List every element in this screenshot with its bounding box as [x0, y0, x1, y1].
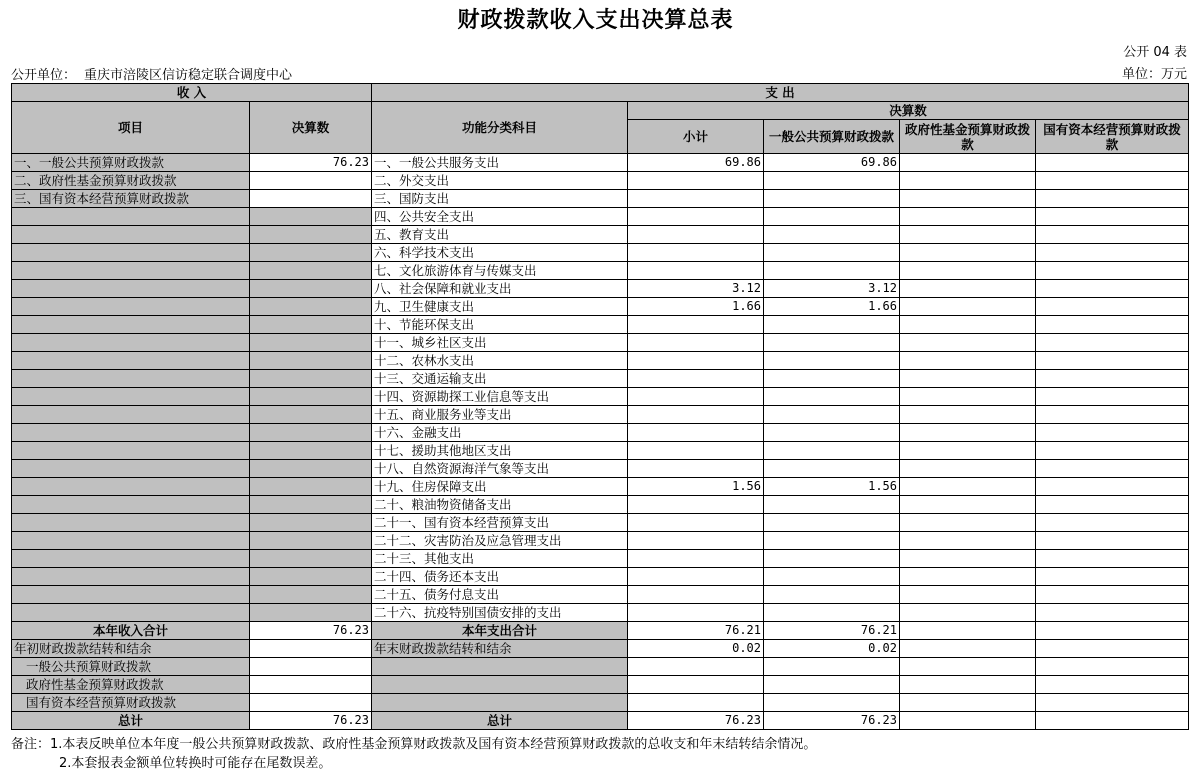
table-row: [12, 496, 1189, 514]
expense-general: [764, 604, 900, 622]
income-value: 76.23: [250, 154, 372, 172]
expense-state-capital: [1036, 496, 1189, 514]
expense-state-capital: [1036, 298, 1189, 316]
income-value: [250, 208, 372, 226]
expense-item: 二十、粮油物资储备支出: [372, 496, 628, 514]
expense-item: 十五、商业服务业等支出: [372, 406, 628, 424]
expense-state-capital: [1036, 280, 1189, 298]
reporting-unit: [11, 64, 292, 83]
expense-gov-fund: [900, 442, 1036, 460]
expense-state-capital: [1036, 316, 1189, 334]
expense-general: [764, 406, 900, 424]
expense-subtotal: [628, 604, 764, 622]
expense-gov-fund: [900, 154, 1036, 172]
grand-total-label-right: 总计: [372, 712, 628, 730]
expense-item: 二、外交支出: [372, 172, 628, 190]
income-header: 收 入: [12, 84, 372, 102]
expense-gov-fund: [900, 406, 1036, 424]
table-row: [12, 406, 1189, 424]
income-item: [12, 604, 250, 622]
expense-general: [764, 190, 900, 208]
expense-general: [764, 568, 900, 586]
table-row: [12, 154, 1189, 172]
expense-subtotal: [628, 586, 764, 604]
expense-item: 九、卫生健康支出: [372, 298, 628, 316]
general-budget-header: 一般公共预算财政拨款: [764, 120, 900, 154]
expense-subtotal: [628, 244, 764, 262]
income-item: [12, 298, 250, 316]
state-capital-header: 国有资本经营预算财政拨款: [1036, 120, 1189, 154]
expense-gov-fund: [900, 370, 1036, 388]
expense-subtotal: 69.86: [628, 154, 764, 172]
expense-gov-fund: [900, 280, 1036, 298]
table-row: [12, 658, 1189, 676]
expense-item: 一、一般公共服务支出: [372, 154, 628, 172]
sub-general-label: 一般公共预算财政拨款: [12, 658, 250, 676]
income-total-label: 本年收入合计: [12, 622, 250, 640]
expense-general: [764, 532, 900, 550]
expense-state-capital: [1036, 604, 1189, 622]
expense-subtotal: [628, 316, 764, 334]
expense-item: 十三、交通运输支出: [372, 370, 628, 388]
expense-item: 十八、自然资源海洋气象等支出: [372, 460, 628, 478]
table-row: [12, 280, 1189, 298]
expense-subtotal: [628, 172, 764, 190]
income-value: [250, 496, 372, 514]
table-row: [12, 352, 1189, 370]
table-row: [12, 586, 1189, 604]
income-item: [12, 586, 250, 604]
expense-state-capital: [1036, 388, 1189, 406]
expense-item: 二十五、债务付息支出: [372, 586, 628, 604]
income-total: 76.23: [250, 622, 372, 640]
expense-general: [764, 334, 900, 352]
expense-subtotal: [628, 424, 764, 442]
expense-gov-fund: [900, 388, 1036, 406]
table-row: [12, 370, 1189, 388]
expense-gov-fund: [900, 262, 1036, 280]
expense-general: [764, 316, 900, 334]
expense-state-capital: [1036, 226, 1189, 244]
end-subtotal: 0.02: [628, 640, 764, 658]
expense-item: 十、节能环保支出: [372, 316, 628, 334]
expense-state-capital: [1036, 532, 1189, 550]
end-balance-label: 年末财政拨款结转和结余: [372, 640, 628, 658]
expense-item: 十四、资源勘探工业信息等支出: [372, 388, 628, 406]
expense-general: [764, 550, 900, 568]
income-value: [250, 586, 372, 604]
expense-state-capital: [1036, 154, 1189, 172]
item-header: 项目: [12, 102, 250, 154]
currency-unit: 单位：万元: [1121, 67, 1187, 82]
expense-general: [764, 370, 900, 388]
table-row: [12, 424, 1189, 442]
table-row: [12, 388, 1189, 406]
expense-state-capital: [1036, 442, 1189, 460]
table-row: [12, 172, 1189, 190]
expense-state-capital: [1036, 262, 1189, 280]
expense-gov-fund: [900, 586, 1036, 604]
table-row: [12, 226, 1189, 244]
expense-general: [764, 352, 900, 370]
income-item: [12, 370, 250, 388]
page-title: 财政拨款收入支出决算总表: [457, 7, 734, 33]
expense-gov-fund: [900, 532, 1036, 550]
expense-state-capital: [1036, 370, 1189, 388]
expense-item: 七、文化旅游体育与传媒支出: [372, 262, 628, 280]
expense-state-capital: [1036, 478, 1189, 496]
expense-subtotal: 1.66: [628, 298, 764, 316]
expense-general: [764, 172, 900, 190]
expense-subtotal: [628, 388, 764, 406]
table-row: [12, 676, 1189, 694]
expense-item: 十六、金融支出: [372, 424, 628, 442]
income-item: [12, 406, 250, 424]
expense-general: 76.21: [764, 622, 900, 640]
expense-subtotal: [628, 496, 764, 514]
expense-general: [764, 244, 900, 262]
income-item: [12, 460, 250, 478]
table-row: [12, 712, 1189, 730]
income-item: [12, 424, 250, 442]
income-value: [250, 514, 372, 532]
expense-item: 十二、农林水支出: [372, 352, 628, 370]
table-row: [12, 604, 1189, 622]
expense-general: [764, 514, 900, 532]
expense-state-capital: [1036, 406, 1189, 424]
table-row: [12, 532, 1189, 550]
expense-subtotal: [628, 514, 764, 532]
expense-gov-fund: [900, 208, 1036, 226]
income-value: [250, 388, 372, 406]
expense-state-capital: [1036, 550, 1189, 568]
income-item: [12, 550, 250, 568]
sub-state-capital-label: 国有资本经营预算财政拨款: [12, 694, 250, 712]
table-row: [12, 460, 1189, 478]
grand-total-subtotal: 76.23: [628, 712, 764, 730]
expense-state-capital: [1036, 208, 1189, 226]
expense-subtotal: [628, 532, 764, 550]
expense-gov-fund: [900, 550, 1036, 568]
income-item: [12, 352, 250, 370]
expense-state-capital: [1036, 172, 1189, 190]
expense-gov-fund: [900, 478, 1036, 496]
table-row: [12, 316, 1189, 334]
expense-state-capital: [1036, 334, 1189, 352]
expense-gov-fund: [900, 514, 1036, 532]
expense-item: 二十二、灾害防治及应急管理支出: [372, 532, 628, 550]
expense-item: 八、社会保障和就业支出: [372, 280, 628, 298]
expense-subtotal: [628, 406, 764, 424]
expense-general: 3.12: [764, 280, 900, 298]
expense-item: 十九、住房保障支出: [372, 478, 628, 496]
expense-item: 二十一、国有资本经营预算支出: [372, 514, 628, 532]
table-row: [12, 244, 1189, 262]
expense-gov-fund: [900, 460, 1036, 478]
table-row: [12, 190, 1189, 208]
table-row: [12, 478, 1189, 496]
table-row: [12, 640, 1189, 658]
subtotal-header: 小计: [628, 120, 764, 154]
expense-item: 四、公共安全支出: [372, 208, 628, 226]
income-value: [250, 370, 372, 388]
expense-gov-fund: [900, 226, 1036, 244]
table-row: [12, 568, 1189, 586]
expense-gov-fund: [900, 568, 1036, 586]
income-value: [250, 604, 372, 622]
income-value: [250, 298, 372, 316]
final-amount-header: 决算数: [250, 102, 372, 154]
income-item: 一、一般公共预算财政拨款: [12, 154, 250, 172]
expense-state-capital: [1036, 244, 1189, 262]
expense-gov-fund: [900, 334, 1036, 352]
financial-table: [11, 83, 1189, 730]
income-value: [250, 424, 372, 442]
expense-subtotal: 1.56: [628, 478, 764, 496]
expense-item: 五、教育支出: [372, 226, 628, 244]
expense-gov-fund: [900, 298, 1036, 316]
expense-gov-fund: [900, 244, 1036, 262]
grand-total-general: 76.23: [764, 712, 900, 730]
income-item: 三、国有资本经营预算财政拨款: [12, 190, 250, 208]
sub-gov-fund-label: 政府性基金预算财政拨款: [12, 676, 250, 694]
expense-item: 六、科学技术支出: [372, 244, 628, 262]
income-value: [250, 280, 372, 298]
table-row: [12, 514, 1189, 532]
expense-general: 69.86: [764, 154, 900, 172]
income-value: [250, 478, 372, 496]
income-item: [12, 244, 250, 262]
income-value: [250, 226, 372, 244]
expense-gov-fund: [900, 424, 1036, 442]
expense-general: [764, 496, 900, 514]
expense-subtotal: 3.12: [628, 280, 764, 298]
reporting-unit-label: 公开单位：: [11, 68, 77, 83]
income-item: [12, 532, 250, 550]
expense-subtotal: [628, 208, 764, 226]
begin-balance-label: 年初财政拨款结转和结余: [12, 640, 250, 658]
expense-general: 1.66: [764, 298, 900, 316]
income-item: [12, 316, 250, 334]
expense-subtotal: [628, 370, 764, 388]
expense-subtotal: [628, 352, 764, 370]
table-row: [12, 622, 1189, 640]
gov-fund-header: 政府性基金预算财政拨款: [900, 120, 1036, 154]
income-item: [12, 514, 250, 532]
grand-total-label-left: 总计: [12, 712, 250, 730]
expense-general: [764, 442, 900, 460]
expense-general: [764, 226, 900, 244]
income-item: [12, 280, 250, 298]
expense-subtotal: [628, 550, 764, 568]
income-item: [12, 442, 250, 460]
expense-subtotal: [628, 568, 764, 586]
expense-subtotal: [628, 442, 764, 460]
func-class-header: 功能分类科目: [372, 102, 628, 154]
income-value: [250, 244, 372, 262]
expense-general: [764, 424, 900, 442]
expense-state-capital: [1036, 424, 1189, 442]
expense-subtotal: [628, 190, 764, 208]
income-value: [250, 190, 372, 208]
expense-general: [764, 262, 900, 280]
expense-item: 十一、城乡社区支出: [372, 334, 628, 352]
expense-item: 三、国防支出: [372, 190, 628, 208]
expense-item: 二十六、抗疫特别国债安排的支出: [372, 604, 628, 622]
expense-gov-fund: [900, 190, 1036, 208]
expense-subtotal: [628, 262, 764, 280]
expense-general: [764, 208, 900, 226]
income-item: [12, 226, 250, 244]
income-value: [250, 532, 372, 550]
expense-general: 1.56: [764, 478, 900, 496]
income-value: [250, 460, 372, 478]
note-2: 2.本套报表金额单位转换时可能存在尾数误差。: [59, 756, 332, 771]
expense-state-capital: [1036, 460, 1189, 478]
reporting-unit-name: 重庆市涪陵区信访稳定联合调度中心: [84, 68, 293, 83]
income-item: [12, 388, 250, 406]
expense-subtotal: 76.21: [628, 622, 764, 640]
expense-general: [764, 388, 900, 406]
income-value: [250, 352, 372, 370]
final-amount-group-header: 决算数: [628, 102, 1189, 120]
expense-gov-fund: [900, 496, 1036, 514]
income-value: [250, 568, 372, 586]
expense-header: 支 出: [372, 84, 1189, 102]
expense-gov-fund: [900, 172, 1036, 190]
expense-state-capital: [1036, 190, 1189, 208]
expense-item: 二十三、其他支出: [372, 550, 628, 568]
income-item: 二、政府性基金预算财政拨款: [12, 172, 250, 190]
expense-general: [764, 586, 900, 604]
table-row: [12, 550, 1189, 568]
income-item: [12, 334, 250, 352]
income-value: [250, 406, 372, 424]
income-value: [250, 442, 372, 460]
income-value: [250, 550, 372, 568]
expense-state-capital: [1036, 586, 1189, 604]
income-item: [12, 568, 250, 586]
table-row: [12, 694, 1189, 712]
table-row: [12, 208, 1189, 226]
income-item: [12, 262, 250, 280]
table-row: [12, 334, 1189, 352]
table-code: 公开 04 表: [1123, 45, 1187, 60]
income-value: [250, 334, 372, 352]
income-item: [12, 496, 250, 514]
expense-state-capital: [1036, 568, 1189, 586]
expense-state-capital: [1036, 514, 1189, 532]
expense-subtotal: [628, 334, 764, 352]
expense-item: 二十四、债务还本支出: [372, 568, 628, 586]
expense-total-label: 本年支出合计: [372, 622, 628, 640]
expense-gov-fund: [900, 352, 1036, 370]
expense-subtotal: [628, 226, 764, 244]
income-value: [250, 262, 372, 280]
income-value: [250, 172, 372, 190]
table-row: [12, 442, 1189, 460]
income-value: [250, 316, 372, 334]
income-item: [12, 208, 250, 226]
expense-subtotal: [628, 460, 764, 478]
expense-gov-fund: [900, 316, 1036, 334]
expense-gov-fund: [900, 604, 1036, 622]
expense-item: 十七、援助其他地区支出: [372, 442, 628, 460]
expense-general: [764, 460, 900, 478]
grand-total-left: 76.23: [250, 712, 372, 730]
expense-state-capital: [1036, 352, 1189, 370]
end-general: 0.02: [764, 640, 900, 658]
table-row: [12, 298, 1189, 316]
note-1: 备注：1.本表反映单位本年度一般公共预算财政拨款、政府性基金预算财政拨款及国有资本经营预算财政拨款的总收支和年末结转结余情况。: [11, 737, 817, 752]
table-row: [12, 262, 1189, 280]
income-item: [12, 478, 250, 496]
